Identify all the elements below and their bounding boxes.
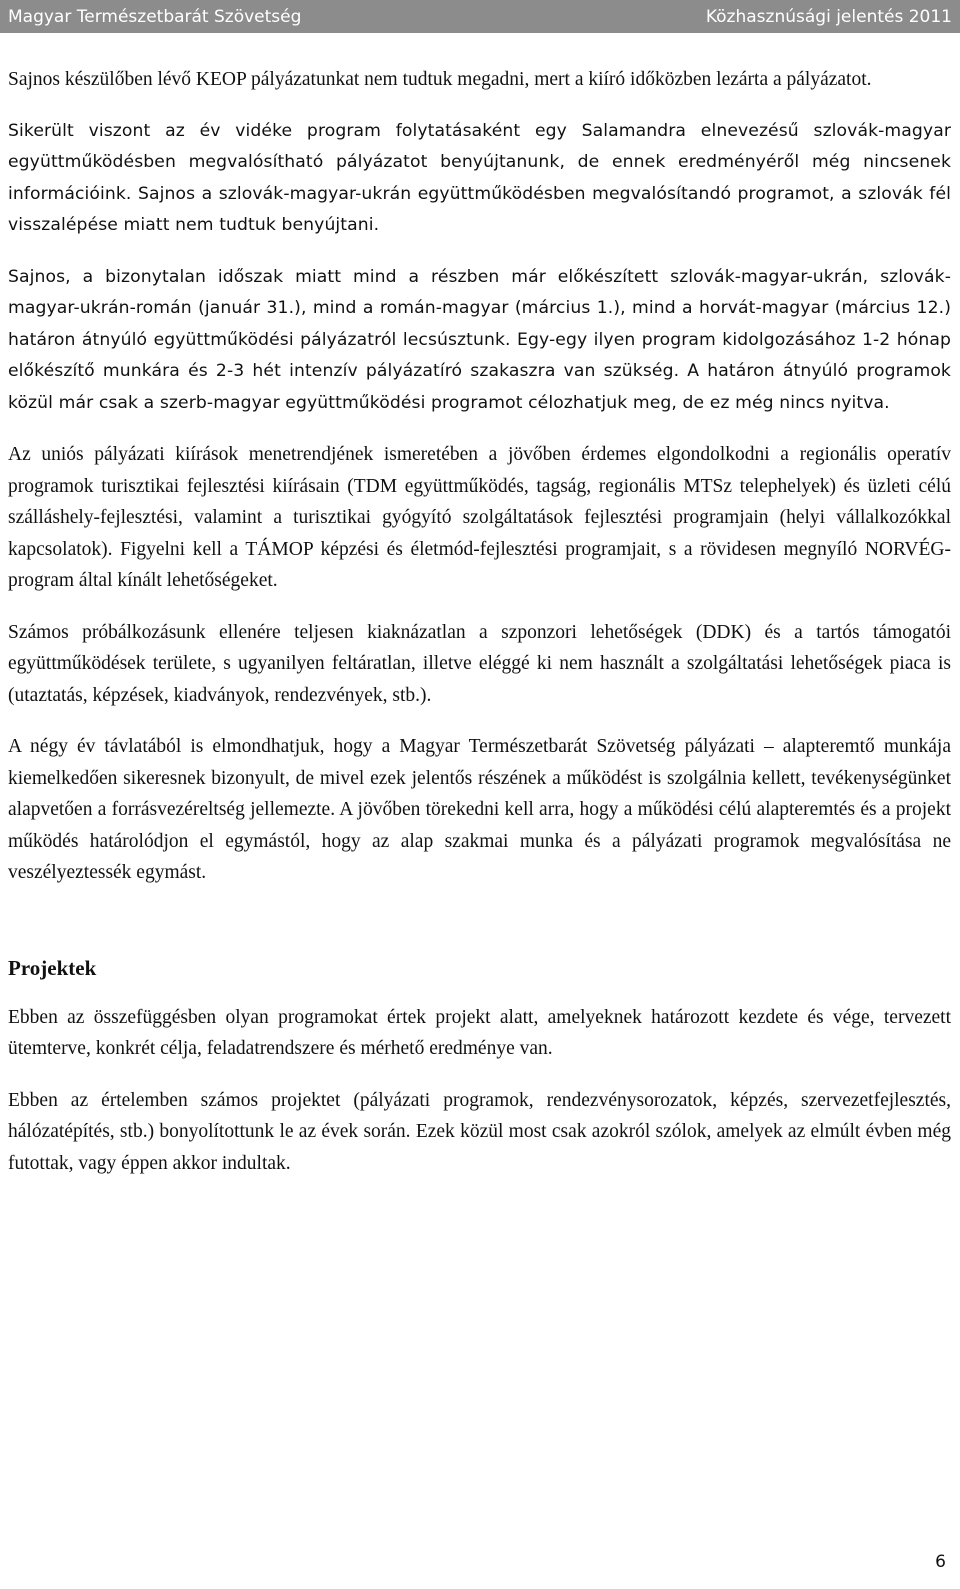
paragraph: Sajnos készülőben lévő KEOP pályázatunkat nem tudtuk megadni, mert a kiíró időközben lezárta a pályázatot. <box>8 69 872 90</box>
paragraph: Ebben az értelemben számos projektet (pályázati programok, rendezvénysorozatok, képzés, szervezetfejlesztés, hálózatépítés, stb.) bonyolítottunk le az évek során. Ezek közül most csak azokról szólok, amelyek az elmúlt évben még futottak, vagy éppen akkor indultak. <box>8 1089 951 1174</box>
header-organization: Magyar Természetbarát Szövetség <box>8 6 302 27</box>
paragraph: Ebben az összefüggésben olyan programokat értek projekt alatt, amelyeknek határozott kezdete és vége, tervezett ütemterve, konkrét célja, feladatrendszere és mérhető eredménye van. <box>8 1006 951 1059</box>
paragraph: Az uniós pályázati kiírások menetrendjének ismeretében a jövőben érdemes elgondolkodni a regionális operatív programok turisztikai fejlesztési kiírásain (TDM együttműködés, tagság, regionális MTSz telephelyek) és üzleti célú szálláshely-fejlesztési, valamint a turisztikai gyógyító szolgáltatások fejlesztési programjain (helyi vállalkozókkal kapcsolatok). Figyelni kell a TÁMOP képzési és életmód-fejlesztési programjait, s a rövidesen megnyíló NORVÉG-program által kínált lehetőségeket. <box>8 444 951 591</box>
page-header <box>0 0 960 33</box>
document-body <box>8 64 951 1199</box>
paragraph: Sikerült viszont az év vidéke program folytatásaként egy Salamandra elnevezésű szlovák-magyar együttműködésben megvalósítható pályázatot benyújtanunk, de ennek eredményéről még nincsenek információink. Sajnos a szlovák-magyar-ukrán együttműködésben megvalósítandó programot, a szlovák fél visszalépése miatt nem tudtuk benyújtani. <box>8 120 951 235</box>
paragraph: A négy év távlatából is elmondhatjuk, hogy a Magyar Természetbarát Szövetség pályázati – alapteremtő munkája kiemelkedően sikeresnek bizonyult, de mivel ezek jelentős részének a működést is szolgálnia kellett, tevékenységünket alapvetően a forrásvezéreltség jellemezte. A jövőben törekedni kell arra, hogy a működési célú alapteremtés és a projekt működés határolódjon el egymástól, hogy az alap szakmai munka és a pályázati programok megvalósítása ne veszélyeztessék egymást. <box>8 736 951 883</box>
header-report-title: Közhasznúsági jelentés 2011 <box>705 6 952 27</box>
section-heading: Projektek <box>8 955 97 980</box>
page-number: 6 <box>935 1552 946 1572</box>
paragraph: Sajnos, a bizonytalan időszak miatt mind a részben már előkészített szlovák-magyar-ukrán, szlovák-magyar-ukrán-román (január 31.), mind a román-magyar (március 1.), mind a horvát-magyar (március 12.) határon átnyúló együttműködési pályázatról lecsúsztunk. Egy-egy ilyen program kidolgozásához 1-2 hónap előkészítő munkára és 2-3 hét intenzív pályázatíró szakaszra van szükség. A határon átnyúló programok közül már csak a szerb-magyar együttműködési programot célozhatjuk meg, de ez még nincs nyitva. <box>8 266 951 413</box>
paragraph: Számos próbálkozásunk ellenére teljesen kiaknázatlan a szponzori lehetőségek (DDK) és a tartós támogatói együttműködések területe, s ugyanilyen feltáratlan, illetve eléggé ki nem használt a szolgáltatási lehetőségek piaca is (utaztatás, képzések, kiadványok, rendezvények, stb.). <box>8 621 951 706</box>
